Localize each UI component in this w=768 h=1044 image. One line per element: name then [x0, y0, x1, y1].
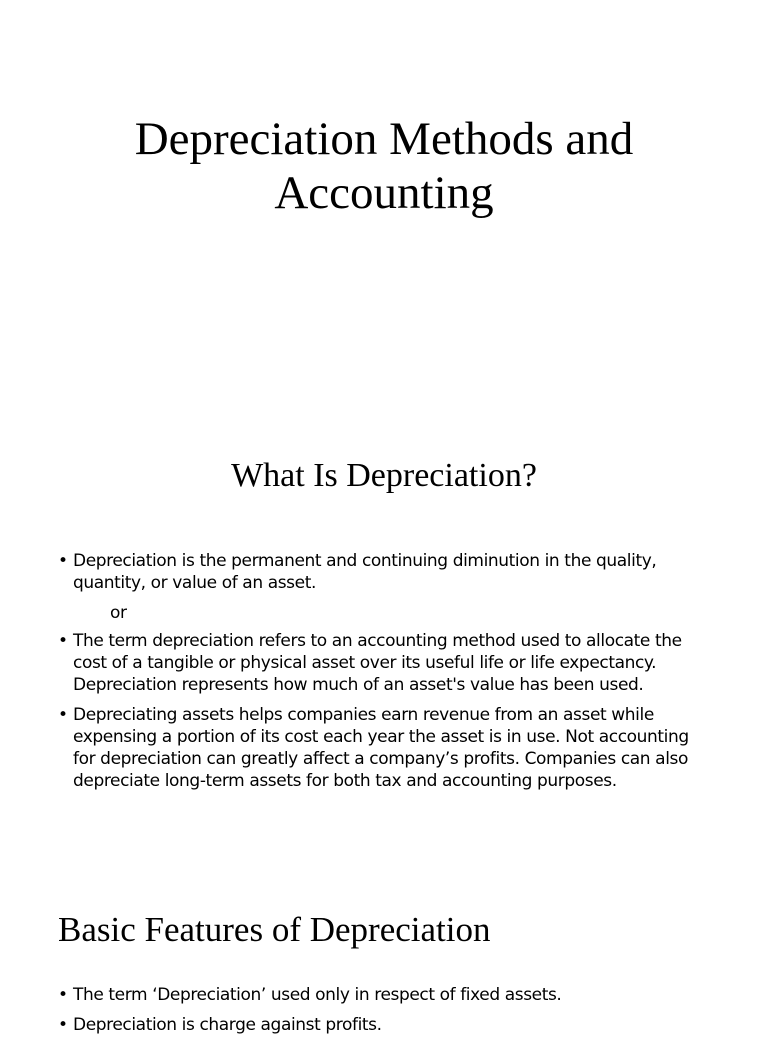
slide-heading: Basic Features of Depreciation	[58, 910, 491, 949]
or-text: or	[110, 603, 127, 623]
bullet-glyph: •	[58, 631, 68, 651]
bullet-item	[58, 630, 708, 696]
bullet-glyph: •	[58, 1015, 68, 1035]
slide-title	[0, 0, 768, 300]
bullet-item	[58, 1014, 708, 1036]
bullet-text: The term ‘Depreciation’ used only in respect of fixed assets.	[73, 985, 562, 1005]
bullet-glyph: •	[58, 705, 68, 725]
bullet-list	[58, 550, 708, 800]
bullet-glyph: •	[58, 985, 68, 1005]
bullet-text: The term depreciation refers to an accounting method used to allocate the cost of a tangible or physical asset over its useful life or life expectancy. Depreciation represents how much of an asset's value has been used.	[73, 631, 682, 695]
bullet-item	[58, 550, 708, 594]
page-title	[40, 112, 728, 220]
slide-heading: What Is Depreciation?	[231, 457, 537, 494]
bullet-list	[58, 984, 708, 1044]
or-separator	[58, 602, 708, 624]
bullet-text: Depreciating assets helps companies earn revenue from an asset while expensing a portion of its cost each year the asset is in use. Not accounting for depreciation can greatly affect a company’s profits. Companies can also depreciate long-term assets for both tax and accounting purposes.	[73, 705, 689, 791]
slide-basic-features	[0, 880, 768, 1035]
title-line-2: Accounting	[274, 167, 494, 219]
bullet-text: Depreciation is the permanent and continuing diminution in the quality, quantity, or value of an asset.	[73, 551, 657, 593]
bullet-glyph: •	[58, 551, 68, 571]
slide-what-is-depreciation	[0, 420, 768, 840]
bullet-item	[58, 984, 708, 1006]
title-line-1: Depreciation Methods and	[134, 113, 634, 165]
bullet-text: Depreciation is charge against profits.	[73, 1015, 382, 1035]
bullet-item	[58, 704, 708, 792]
